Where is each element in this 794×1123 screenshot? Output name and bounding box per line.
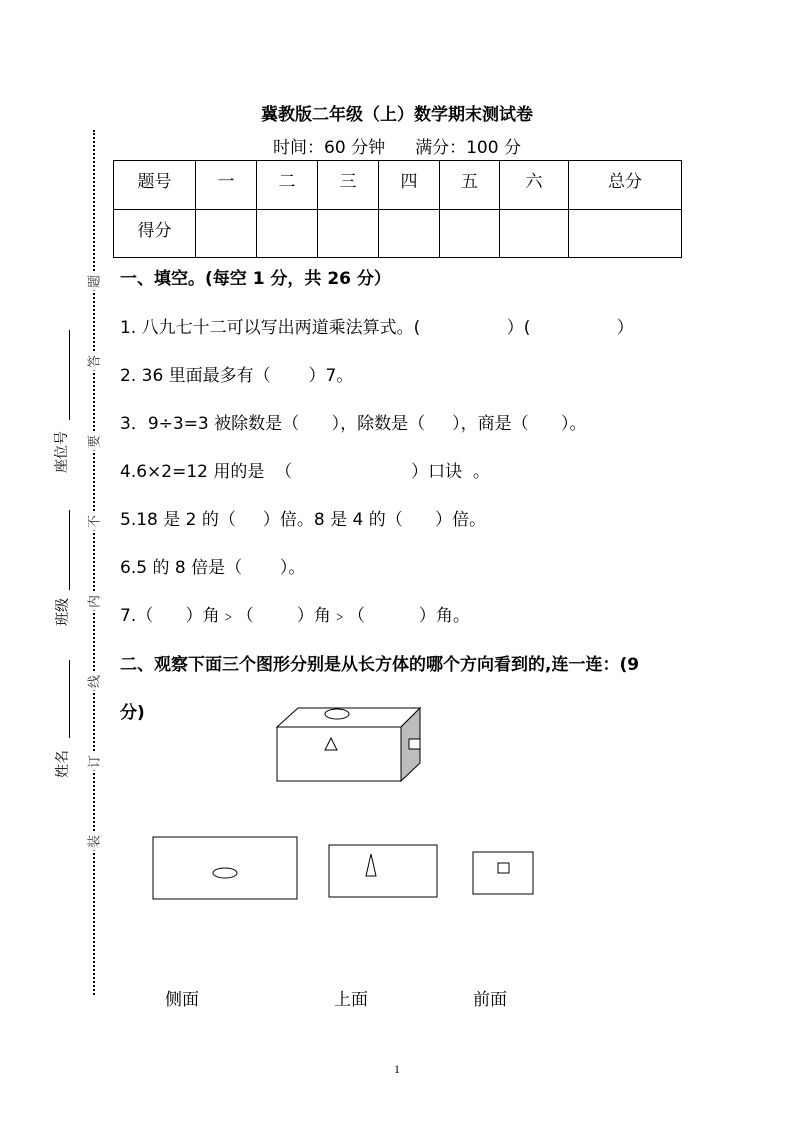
binding-char: 内 xyxy=(84,593,103,611)
label-top[interactable]: 上面 xyxy=(334,990,368,1010)
label-side[interactable]: 侧面 xyxy=(165,990,199,1010)
binding-char: 答 xyxy=(84,353,103,371)
table-cell: 六 xyxy=(500,161,569,210)
score-blank-cell[interactable] xyxy=(379,209,440,258)
class-underline xyxy=(69,510,70,590)
question-3: 3．9÷3=3 被除数是（ ），除数是（ ），商是（ ）。 xyxy=(120,414,587,434)
triangle-view-shape[interactable] xyxy=(328,844,440,900)
seat-label: 座位号 xyxy=(54,431,70,473)
table-cell: 五 xyxy=(440,161,500,210)
table-cell: 总分 xyxy=(569,161,682,210)
page-title: 冀教版二年级（上）数学期末测试卷 xyxy=(261,105,533,125)
binding-char: 题 xyxy=(84,273,103,291)
section2-heading: 二、观察下面三个图形分别是从长方体的哪个方向看到的,连一连：(9 xyxy=(120,655,640,675)
section1-heading: 一、填空。(每空 1 分，共 26 分） xyxy=(120,269,391,289)
binding-dotted-line xyxy=(93,130,95,995)
table-cell: 三 xyxy=(318,161,379,210)
table-row xyxy=(114,209,682,258)
score-blank-cell[interactable] xyxy=(500,209,569,258)
question-4: 4.6×2=12 用的是 （ ）口诀 。 xyxy=(120,462,490,482)
square-view-shape[interactable] xyxy=(472,851,536,897)
score-blank-cell[interactable] xyxy=(440,209,500,258)
table-cell: 一 xyxy=(196,161,257,210)
question-5: 5.18 是 2 的（ ）倍。8 是 4 的（ ）倍。 xyxy=(120,510,487,530)
question-2: 2. 36 里面最多有（ ）7。 xyxy=(120,366,354,386)
score-blank-cell[interactable] xyxy=(318,209,379,258)
binding-char: 线 xyxy=(84,673,103,691)
name-label: 姓名 xyxy=(55,750,71,778)
section2-heading-cont: 分) xyxy=(120,703,145,723)
binding-char: 不 xyxy=(84,513,103,531)
score-table xyxy=(113,160,682,258)
seat-underline xyxy=(69,330,70,420)
binding-char: 装 xyxy=(84,833,103,851)
question-6: 6.5 的 8 倍是（ ）。 xyxy=(120,558,306,578)
page-number: 1 xyxy=(394,1062,400,1076)
table-row xyxy=(114,161,682,210)
name-underline xyxy=(69,660,70,738)
class-label: 班级 xyxy=(55,598,71,626)
full-score: 满分：100 分 xyxy=(415,138,521,158)
label-front[interactable]: 前面 xyxy=(473,990,507,1010)
score-blank-cell[interactable] xyxy=(569,209,682,258)
time-limit: 时间：60 分钟 xyxy=(273,138,386,158)
table-cell: 题号 xyxy=(114,161,196,210)
table-cell: 二 xyxy=(257,161,318,210)
score-blank-cell[interactable] xyxy=(196,209,257,258)
exam-info xyxy=(0,133,794,158)
question-7: 7.（ ）角﹥（ ）角﹥（ ）角。 xyxy=(120,606,470,626)
binding-char: 订 xyxy=(84,753,103,771)
binding-char: 要 xyxy=(84,433,103,451)
ellipse-view-shape[interactable] xyxy=(152,836,300,902)
cuboid-figure xyxy=(270,700,430,790)
question-1: 1. 八九七十二可以写出两道乘法算式。( ）( ） xyxy=(120,318,634,338)
table-cell: 得分 xyxy=(114,209,196,258)
table-cell: 四 xyxy=(379,161,440,210)
score-blank-cell[interactable] xyxy=(257,209,318,258)
